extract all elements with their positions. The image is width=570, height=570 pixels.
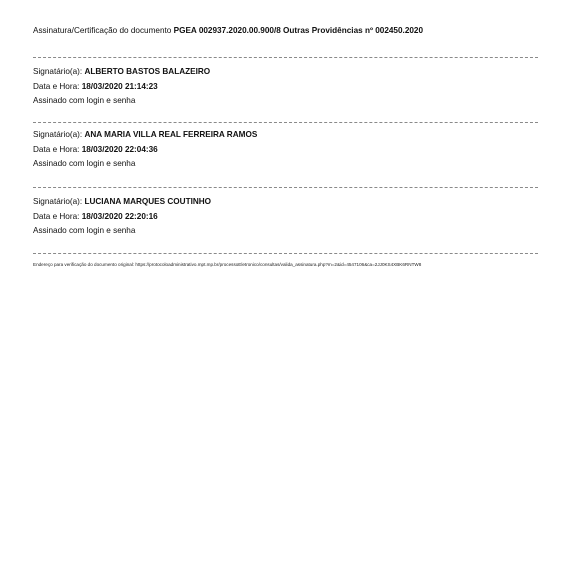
signature-datetime: 18/03/2020 21:14:23	[81, 81, 158, 91]
datetime-line	[33, 143, 538, 158]
signer-name: LUCIANA MARQUES COUTINHO	[84, 197, 212, 206]
signer-label: Signatário(a):	[33, 197, 83, 206]
signature-block	[33, 195, 538, 239]
dashed-divider	[33, 57, 538, 58]
signature-method: Assinado com login e senha	[33, 226, 136, 235]
dashed-divider	[33, 187, 538, 188]
verification-url: Endereço para verificação do documento original: https://protocoloadministrativo.mpt.mp.br/processoEletronico/consultas/valida_assinatura.php?m=2&id=4547106&ca=2JJ0KS4XBK6RNTW8	[33, 262, 422, 267]
signer-label: Signatário(a):	[33, 67, 83, 76]
signature-method: Assinado com login e senha	[33, 96, 136, 105]
document-identifier: PGEA 002937.2020.00.900/8 Outras Providências nº 002450.2020	[173, 26, 424, 35]
signer-line	[33, 128, 538, 143]
signer-name: ANA MARIA VILLA REAL FERREIRA RAMOS	[84, 130, 258, 139]
signature-block	[33, 65, 538, 109]
signature-datetime: 18/03/2020 22:20:16	[81, 211, 158, 221]
datetime-line	[33, 80, 538, 95]
datetime-label: Data e Hora:	[33, 81, 80, 91]
header-prefix: Assinatura/Certificação do documento	[33, 26, 172, 35]
datetime-label: Data e Hora:	[33, 211, 80, 221]
signer-line	[33, 195, 538, 210]
document-header	[33, 26, 423, 35]
signature-block	[33, 128, 538, 172]
signer-line	[33, 65, 538, 80]
signer-name: ALBERTO BASTOS BALAZEIRO	[84, 67, 211, 76]
signature-method: Assinado com login e senha	[33, 159, 136, 168]
datetime-label: Data e Hora:	[33, 144, 80, 154]
signature-datetime: 18/03/2020 22:04:36	[81, 144, 158, 154]
datetime-line	[33, 210, 538, 225]
dashed-divider	[33, 253, 538, 254]
signer-label: Signatário(a):	[33, 130, 83, 139]
dashed-divider	[33, 122, 538, 123]
